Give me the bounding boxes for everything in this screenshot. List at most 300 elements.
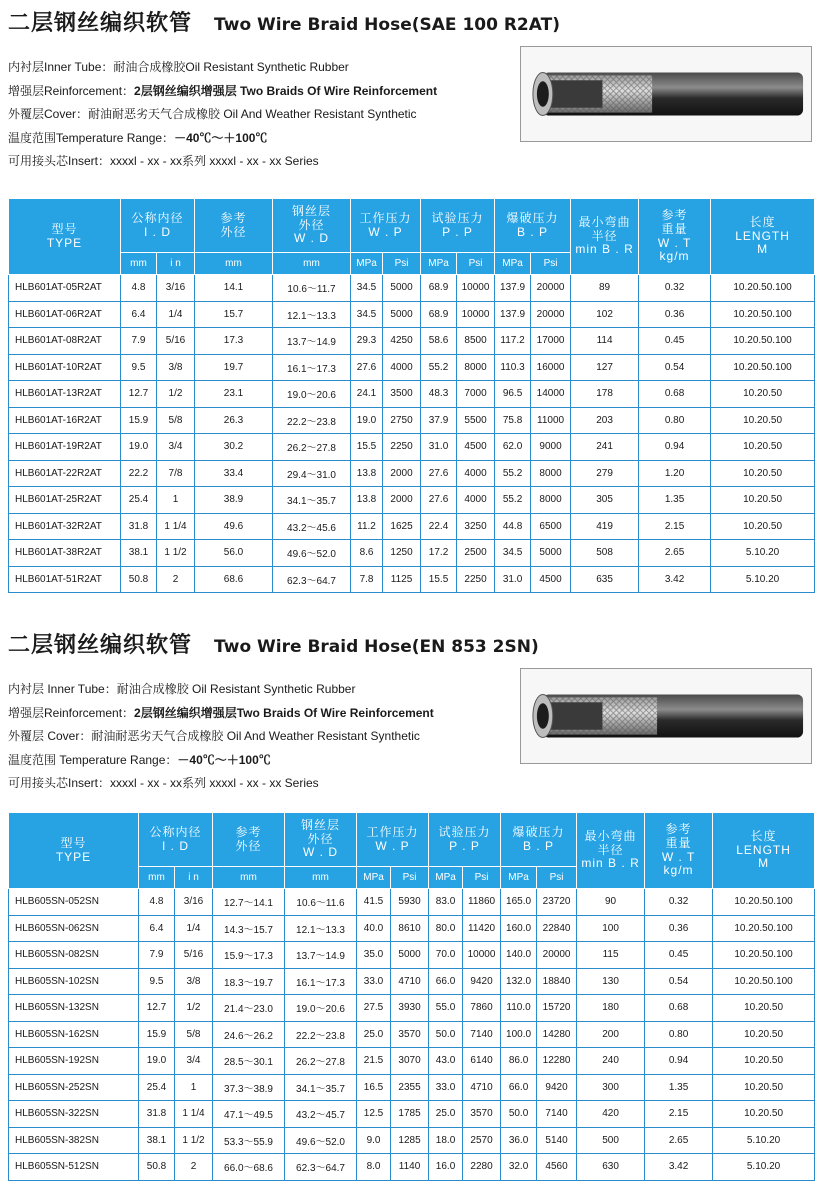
table-cell: 9420 xyxy=(463,968,501,995)
spec-insert xyxy=(8,150,437,174)
table-cell: 27.6 xyxy=(421,460,457,487)
table-cell: 15720 xyxy=(537,995,577,1022)
table-cell: 14.3～15.7 xyxy=(213,915,285,942)
table-cell: 1 1/2 xyxy=(157,540,195,567)
sub-mm: mm xyxy=(195,253,273,275)
spec-label: 外覆层Cover： xyxy=(8,107,89,121)
table-cell: 15.9～17.3 xyxy=(213,942,285,969)
table-cell: 127 xyxy=(571,354,639,381)
table-cell: 2.65 xyxy=(645,1127,713,1154)
col-pp: 试验压力 P . P xyxy=(429,813,501,867)
table-cell: 26.2～27.8 xyxy=(285,1048,357,1075)
table-cell: 0.94 xyxy=(639,434,711,461)
table-cell: 10.20.50.100 xyxy=(711,328,815,355)
table-row xyxy=(9,540,815,567)
spec-temperature xyxy=(8,749,434,773)
sub-mpa: MPa xyxy=(351,253,383,275)
table-cell: 11000 xyxy=(531,407,571,434)
table-cell: 10000 xyxy=(457,301,495,328)
table-cell: 25.4 xyxy=(121,487,157,514)
table-cell: 10.20.50 xyxy=(711,460,815,487)
table-cell: 2000 xyxy=(383,460,421,487)
table-cell: 1 xyxy=(157,487,195,514)
table-cell: 55.2 xyxy=(495,460,531,487)
sub-mm: mm xyxy=(285,867,357,889)
table-row xyxy=(9,1074,815,1101)
table-cell: 5000 xyxy=(391,942,429,969)
table-cell: 10.20.50.100 xyxy=(711,354,815,381)
col-weight: 参考 重量 W . T kg/m xyxy=(645,813,713,889)
model-cell: HLB601AT-19R2AT xyxy=(9,434,121,461)
table-cell: 10.20.50 xyxy=(713,1048,815,1075)
table-cell: 1125 xyxy=(383,566,421,593)
table-cell: 10.20.50 xyxy=(713,1021,815,1048)
table-cell: 3570 xyxy=(391,1021,429,1048)
table-cell: 10.6～11.6 xyxy=(285,889,357,916)
table-cell: 5.10.20 xyxy=(711,566,815,593)
table-cell: 5/16 xyxy=(157,328,195,355)
col-wire-od: 钢丝层 外径 W . D xyxy=(285,813,357,867)
table-cell: 279 xyxy=(571,460,639,487)
table-cell: 16000 xyxy=(531,354,571,381)
table-cell: 8.0 xyxy=(357,1154,391,1181)
table-cell: 14.1 xyxy=(195,275,273,302)
sub-mm: mm xyxy=(213,867,285,889)
table-cell: 18.3～19.7 xyxy=(213,968,285,995)
table-cell: 10.20.50.100 xyxy=(711,275,815,302)
table-row xyxy=(9,1127,815,1154)
table-cell: 508 xyxy=(571,540,639,567)
table-cell: 110.0 xyxy=(501,995,537,1022)
table-cell: 5.10.20 xyxy=(713,1127,815,1154)
table-cell: 10000 xyxy=(457,275,495,302)
title-zh: 二层钢丝编织软管 xyxy=(8,633,193,658)
spec-reinforcement xyxy=(8,80,437,104)
model-cell: HLB605SN-512SN xyxy=(9,1154,139,1181)
table-body xyxy=(9,889,815,1181)
sub-mpa: MPa xyxy=(501,867,537,889)
table-cell: 3/8 xyxy=(175,968,213,995)
table-cell: 37.9 xyxy=(421,407,457,434)
model-cell: HLB605SN-102SN xyxy=(9,968,139,995)
table-cell: 1285 xyxy=(391,1127,429,1154)
table-row xyxy=(9,1048,815,1075)
table-cell: 5/8 xyxy=(175,1021,213,1048)
table-cell: 15.9 xyxy=(139,1021,175,1048)
sub-in: i n xyxy=(157,253,195,275)
table-cell: 500 xyxy=(577,1127,645,1154)
model-cell: HLB601AT-32R2AT xyxy=(9,513,121,540)
table-cell: 10.20.50 xyxy=(711,487,815,514)
table-cell: 203 xyxy=(571,407,639,434)
table-cell: 10.20.50.100 xyxy=(711,301,815,328)
table-cell: 1 xyxy=(175,1074,213,1101)
model-cell: HLB605SN-132SN xyxy=(9,995,139,1022)
table-cell: 132.0 xyxy=(501,968,537,995)
table-cell: 3/4 xyxy=(175,1048,213,1075)
table-cell: 33.4 xyxy=(195,460,273,487)
spec-temperature xyxy=(8,127,437,151)
table-cell: 10.20.50 xyxy=(711,513,815,540)
table-cell: 1.35 xyxy=(639,487,711,514)
table-row xyxy=(9,1021,815,1048)
spec-value: －40℃～＋100℃ xyxy=(177,752,271,767)
table-cell: 75.8 xyxy=(495,407,531,434)
spec-value: xxxxl - xx - xx系列 xxxxl - xx - xx Series xyxy=(110,776,319,790)
table-cell: 4560 xyxy=(537,1154,577,1181)
table-cell: 4500 xyxy=(457,434,495,461)
col-length: 长度 LENGTH M xyxy=(711,199,815,275)
sub-mpa: MPa xyxy=(421,253,457,275)
table-cell: 8000 xyxy=(457,354,495,381)
table-cell: 0.36 xyxy=(645,915,713,942)
table-cell: 50.0 xyxy=(501,1101,537,1128)
section-title xyxy=(8,628,539,659)
table-cell: 23.1 xyxy=(195,381,273,408)
table-cell: 22.2～23.8 xyxy=(273,407,351,434)
spec-label: 增强层Reinforcement： xyxy=(8,705,135,720)
table-cell: 16.1～17.3 xyxy=(273,354,351,381)
model-cell: HLB601AT-22R2AT xyxy=(9,460,121,487)
table-cell: 86.0 xyxy=(501,1048,537,1075)
sub-mpa: MPa xyxy=(357,867,391,889)
table-cell: 117.2 xyxy=(495,328,531,355)
table-cell: 49.6～52.0 xyxy=(273,540,351,567)
table-cell: 0.94 xyxy=(645,1048,713,1075)
table-cell: 4000 xyxy=(457,487,495,514)
col-model: 型号 TYPE xyxy=(9,813,139,889)
table-cell: 15.9 xyxy=(121,407,157,434)
spec-cover xyxy=(8,103,437,127)
table-cell: 8000 xyxy=(531,487,571,514)
table-cell: 55.2 xyxy=(421,354,457,381)
table-row xyxy=(9,434,815,461)
hose-image xyxy=(520,668,812,764)
table-cell: 8000 xyxy=(531,460,571,487)
sub-psi: Psi xyxy=(383,253,421,275)
table-cell: 4710 xyxy=(463,1074,501,1101)
table-row xyxy=(9,381,815,408)
table-cell: 20000 xyxy=(531,275,571,302)
table-cell: 140.0 xyxy=(501,942,537,969)
table-cell: 1785 xyxy=(391,1101,429,1128)
table-cell: 100 xyxy=(577,915,645,942)
table-cell: 27.5 xyxy=(357,995,391,1022)
table-cell: 10.20.50 xyxy=(713,1074,815,1101)
sub-mm: mm xyxy=(121,253,157,275)
table-cell: 0.54 xyxy=(639,354,711,381)
spec-label: 可用接头芯Insert： xyxy=(8,776,111,790)
table-cell: 10.20.50 xyxy=(711,407,815,434)
model-cell: HLB605SN-162SN xyxy=(9,1021,139,1048)
table-cell: 19.0 xyxy=(351,407,383,434)
table-cell: 137.9 xyxy=(495,301,531,328)
table-cell: 0.32 xyxy=(639,275,711,302)
table-cell: 30.2 xyxy=(195,434,273,461)
table-cell: 11860 xyxy=(463,889,501,916)
table-row xyxy=(9,460,815,487)
table-cell: 49.6～52.0 xyxy=(285,1127,357,1154)
table-cell: 43.2～45.6 xyxy=(273,513,351,540)
col-wire-od: 钢丝层 外径 W . D xyxy=(273,199,351,253)
table-cell: 2750 xyxy=(383,407,421,434)
table-row xyxy=(9,566,815,593)
table-cell: 3930 xyxy=(391,995,429,1022)
table-row xyxy=(9,1101,815,1128)
model-cell: HLB601AT-16R2AT xyxy=(9,407,121,434)
model-cell: HLB601AT-10R2AT xyxy=(9,354,121,381)
table-cell: 5000 xyxy=(383,275,421,302)
table-cell: 10.20.50.100 xyxy=(713,915,815,942)
table-row xyxy=(9,513,815,540)
table-cell: 20000 xyxy=(537,942,577,969)
spec-value: 耐油合成橡胶 Oil Resistant Synthetic Rubber xyxy=(116,682,356,696)
table-cell: 0.80 xyxy=(639,407,711,434)
table-cell: 20000 xyxy=(531,301,571,328)
table-cell: 53.3～55.9 xyxy=(213,1127,285,1154)
table-cell: 0.68 xyxy=(639,381,711,408)
spec-value: 2层钢丝编织增强层Two Braids Of Wire Reinforcement xyxy=(134,705,434,720)
table-cell: 2250 xyxy=(457,566,495,593)
spec-list xyxy=(8,678,434,796)
table-cell: 36.0 xyxy=(501,1127,537,1154)
table-cell: 25.4 xyxy=(139,1074,175,1101)
table-cell: 178 xyxy=(571,381,639,408)
table-cell: 7.9 xyxy=(139,942,175,969)
table-cell: 43.0 xyxy=(429,1048,463,1075)
spec-value: xxxxl - xx - xx系列 xxxxl - xx - xx Series xyxy=(110,154,319,168)
table-cell: 62.3～64.7 xyxy=(273,566,351,593)
table-cell: 9.0 xyxy=(357,1127,391,1154)
table-cell: 1250 xyxy=(383,540,421,567)
table-cell: 115 xyxy=(577,942,645,969)
table-cell: 34.5 xyxy=(351,275,383,302)
model-cell: HLB605SN-192SN xyxy=(9,1048,139,1075)
table-cell: 11.2 xyxy=(351,513,383,540)
table-cell: 7/8 xyxy=(157,460,195,487)
table-cell: 11420 xyxy=(463,915,501,942)
table-cell: 12.5 xyxy=(357,1101,391,1128)
col-bp: 爆破压力 B . P xyxy=(501,813,577,867)
table-cell: 43.2～45.7 xyxy=(285,1101,357,1128)
table-cell: 630 xyxy=(577,1154,645,1181)
spec-label: 温度范围 Temperature Range： xyxy=(8,752,178,767)
table-cell: 16.1～17.3 xyxy=(285,968,357,995)
table-row xyxy=(9,275,815,302)
table-cell: 12.7 xyxy=(121,381,157,408)
table-cell: 19.0 xyxy=(139,1048,175,1075)
table-cell: 40.0 xyxy=(357,915,391,942)
table-cell: 14000 xyxy=(531,381,571,408)
table-cell: 4250 xyxy=(383,328,421,355)
table-cell: 2280 xyxy=(463,1154,501,1181)
model-cell: HLB601AT-05R2AT xyxy=(9,275,121,302)
col-wp: 工作压力 W . P xyxy=(357,813,429,867)
table-cell: 10.20.50.100 xyxy=(713,942,815,969)
table-cell: 13.8 xyxy=(351,487,383,514)
table-cell: 19.0 xyxy=(121,434,157,461)
table-cell: 419 xyxy=(571,513,639,540)
table-cell: 9000 xyxy=(531,434,571,461)
table-cell: 22840 xyxy=(537,915,577,942)
table-cell: 58.6 xyxy=(421,328,457,355)
section-title xyxy=(8,6,560,37)
table-cell: 12.1～13.3 xyxy=(285,915,357,942)
model-cell: HLB605SN-052SN xyxy=(9,889,139,916)
table-cell: 14280 xyxy=(537,1021,577,1048)
table-cell: 83.0 xyxy=(429,889,463,916)
table-cell: 114 xyxy=(571,328,639,355)
spec-label: 内衬层 Inner Tube： xyxy=(8,682,117,696)
table-cell: 3/4 xyxy=(157,434,195,461)
spec-insert xyxy=(8,772,434,796)
table-cell: 1140 xyxy=(391,1154,429,1181)
table-cell: 0.32 xyxy=(645,889,713,916)
table-cell: 13.7～14.9 xyxy=(273,328,351,355)
table-row xyxy=(9,354,815,381)
table-cell: 7.9 xyxy=(121,328,157,355)
table-cell: 68.9 xyxy=(421,275,457,302)
hose-image xyxy=(520,46,812,142)
col-bp: 爆破压力 B . P xyxy=(495,199,571,253)
table-cell: 15.5 xyxy=(351,434,383,461)
spec-label: 增强层Reinforcement： xyxy=(8,83,135,98)
table-body xyxy=(9,275,815,593)
table-cell: 12280 xyxy=(537,1048,577,1075)
table-cell: 9420 xyxy=(537,1074,577,1101)
table-cell: 0.45 xyxy=(639,328,711,355)
table-cell: 5/8 xyxy=(157,407,195,434)
col-pp: 试验压力 P . P xyxy=(421,199,495,253)
table-cell: 27.6 xyxy=(351,354,383,381)
table-cell: 37.3～38.9 xyxy=(213,1074,285,1101)
table-cell: 22.4 xyxy=(421,513,457,540)
table-cell: 96.5 xyxy=(495,381,531,408)
title-en: Two Wire Braid Hose(EN 853 2SN) xyxy=(214,637,539,657)
table-cell: 68.9 xyxy=(421,301,457,328)
table-cell: 102 xyxy=(571,301,639,328)
table-cell: 0.54 xyxy=(645,968,713,995)
table-cell: 5000 xyxy=(383,301,421,328)
table-cell: 33.0 xyxy=(357,968,391,995)
col-length: 长度 LENGTH M xyxy=(713,813,815,889)
table-cell: 68.6 xyxy=(195,566,273,593)
spec-value: 耐油耐恶劣天气合成橡胶 Oil And Weather Resistant Synthetic xyxy=(88,107,417,121)
table-cell: 31.0 xyxy=(421,434,457,461)
table-cell: 17000 xyxy=(531,328,571,355)
table-cell: 7140 xyxy=(537,1101,577,1128)
table-cell: 62.0 xyxy=(495,434,531,461)
spec-cover xyxy=(8,725,434,749)
title-zh: 二层钢丝编织软管 xyxy=(8,11,193,36)
table-cell: 28.5～30.1 xyxy=(213,1048,285,1075)
table-cell: 3250 xyxy=(457,513,495,540)
table-cell: 47.1～49.5 xyxy=(213,1101,285,1128)
model-cell: HLB605SN-062SN xyxy=(9,915,139,942)
table-cell: 0.68 xyxy=(645,995,713,1022)
table-cell: 420 xyxy=(577,1101,645,1128)
table-cell: 2250 xyxy=(383,434,421,461)
table-cell: 4000 xyxy=(457,460,495,487)
table-cell: 22.2～23.8 xyxy=(285,1021,357,1048)
spec-inner-tube xyxy=(8,678,434,702)
spec-table xyxy=(8,812,815,1181)
table-cell: 70.0 xyxy=(429,942,463,969)
table-cell: 1/2 xyxy=(175,995,213,1022)
spec-table xyxy=(8,198,815,593)
table-cell: 26.2～27.8 xyxy=(273,434,351,461)
table-cell: 50.8 xyxy=(139,1154,175,1181)
spec-value: 2层钢丝编织增强层 Two Braids Of Wire Reinforcement xyxy=(134,83,438,98)
table-cell: 100.0 xyxy=(501,1021,537,1048)
table-row xyxy=(9,407,815,434)
table-cell: 18.0 xyxy=(429,1127,463,1154)
table-cell: 2500 xyxy=(457,540,495,567)
table-cell: 5930 xyxy=(391,889,429,916)
table-row xyxy=(9,915,815,942)
table-cell: 0.36 xyxy=(639,301,711,328)
sub-in: i n xyxy=(175,867,213,889)
table-cell: 2000 xyxy=(383,487,421,514)
table-cell: 25.0 xyxy=(357,1021,391,1048)
table-cell: 2355 xyxy=(391,1074,429,1101)
table-cell: 80.0 xyxy=(429,915,463,942)
table-cell: 4710 xyxy=(391,968,429,995)
table-cell: 12.1～13.3 xyxy=(273,301,351,328)
table-cell: 19.0～20.6 xyxy=(285,995,357,1022)
table-cell: 22.2 xyxy=(121,460,157,487)
table-cell: 15.5 xyxy=(421,566,457,593)
table-cell: 10.20.50 xyxy=(711,434,815,461)
table-cell: 5/16 xyxy=(175,942,213,969)
model-cell: HLB605SN-082SN xyxy=(9,942,139,969)
table-cell: 31.8 xyxy=(121,513,157,540)
sub-psi: Psi xyxy=(463,867,501,889)
sub-mpa: MPa xyxy=(429,867,463,889)
model-cell: HLB601AT-08R2AT xyxy=(9,328,121,355)
table-cell: 16.5 xyxy=(357,1074,391,1101)
table-cell: 1625 xyxy=(383,513,421,540)
table-cell: 2.15 xyxy=(645,1101,713,1128)
table-cell: 3500 xyxy=(383,381,421,408)
table-cell: 9.5 xyxy=(139,968,175,995)
table-cell: 89 xyxy=(571,275,639,302)
col-weight: 参考 重量 W . T kg/m xyxy=(639,199,711,275)
spec-inner-tube xyxy=(8,56,437,80)
table-cell: 1/2 xyxy=(157,381,195,408)
table-cell: 8610 xyxy=(391,915,429,942)
spec-label: 温度范围Temperature Range： xyxy=(8,130,175,145)
table-cell: 1 1/4 xyxy=(157,513,195,540)
sub-mpa: MPa xyxy=(495,253,531,275)
table-cell: 3570 xyxy=(463,1101,501,1128)
table-cell: 19.0～20.6 xyxy=(273,381,351,408)
spec-list xyxy=(8,56,437,174)
sub-psi: Psi xyxy=(457,253,495,275)
spec-value: －40℃～＋100℃ xyxy=(174,130,268,145)
table-cell: 7140 xyxy=(463,1021,501,1048)
table-cell: 5500 xyxy=(457,407,495,434)
table-cell: 12.7 xyxy=(139,995,175,1022)
table-cell: 1.35 xyxy=(645,1074,713,1101)
model-cell: HLB601AT-51R2AT xyxy=(9,566,121,593)
table-cell: 0.80 xyxy=(645,1021,713,1048)
table-cell: 31.0 xyxy=(495,566,531,593)
table-cell: 35.0 xyxy=(357,942,391,969)
table-cell: 5000 xyxy=(531,540,571,567)
table-cell: 41.5 xyxy=(357,889,391,916)
table-cell: 8.6 xyxy=(351,540,383,567)
